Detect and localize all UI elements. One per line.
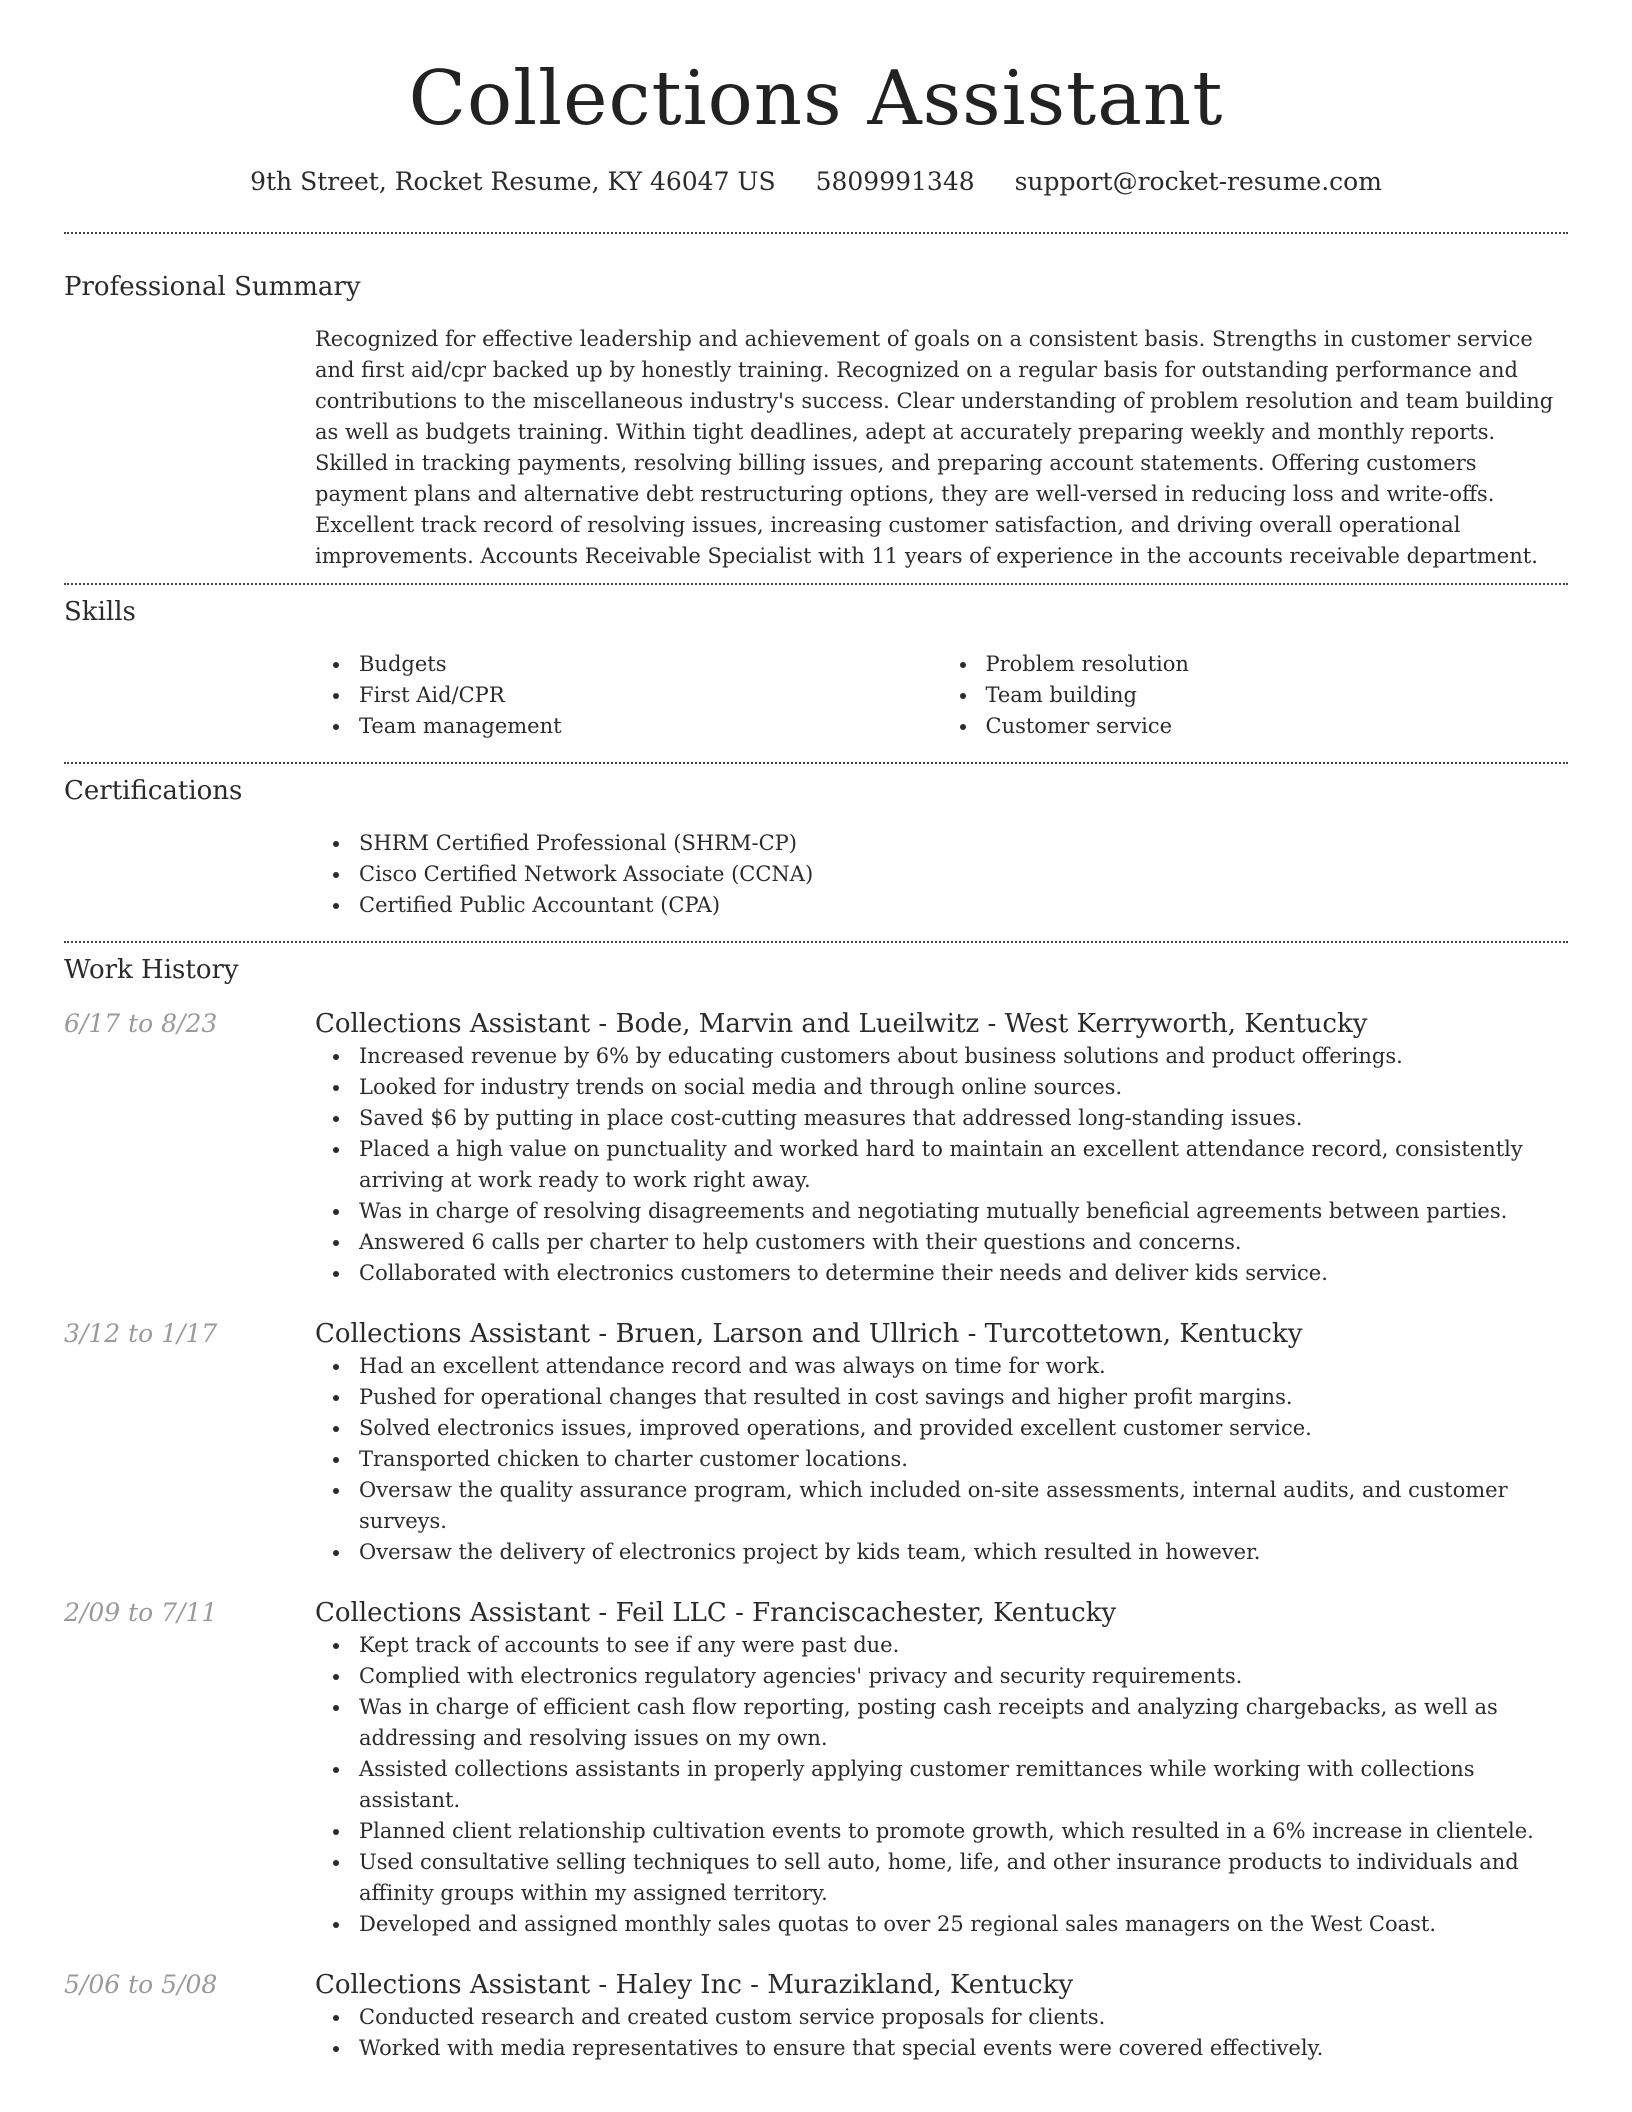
- job-bullets: [315, 1351, 1568, 1568]
- certifications-body: [315, 828, 1568, 921]
- job-bullet: Transported chicken to charter customer locations.: [359, 1444, 1568, 1475]
- job-bullet: Solved electronics issues, improved operations, and provided excellent customer service.: [359, 1413, 1568, 1444]
- job-bullet: Worked with media representatives to ensure that special events were covered effectively.: [359, 2033, 1568, 2064]
- job-bullets: [315, 1630, 1568, 1940]
- job-bullet: Placed a high value on punctuality and worked hard to maintain an excellent attendance record, consistently arriving at work ready to work right away.: [359, 1134, 1568, 1196]
- skill-item: Customer service: [986, 711, 1569, 742]
- contact-phone: 5809991348: [815, 167, 975, 196]
- skill-item: Team management: [359, 711, 942, 742]
- resume-name: Collections Assistant: [408, 54, 1224, 142]
- job-title: Collections Assistant - Bruen, Larson and Ullrich - Turcottetown, Kentucky: [315, 1319, 1303, 1349]
- job-title: Collections Assistant - Haley Inc - Murazikland, Kentucky: [315, 1970, 1074, 2000]
- work-history-section: [64, 953, 1568, 2064]
- summary-title: Professional Summary: [64, 272, 361, 302]
- skills-title: Skills: [64, 597, 136, 627]
- job-bullet: Planned client relationship cultivation events to promote growth, which resulted in a 6% increase in clientele.: [359, 1816, 1568, 1847]
- skill-item: Team building: [986, 680, 1569, 711]
- job-entry: [64, 1596, 1568, 1940]
- job-bullet: Pushed for operational changes that resulted in cost savings and higher profit margins.: [359, 1382, 1568, 1413]
- job-body: [315, 1317, 1568, 1568]
- contact-line: [64, 166, 1568, 198]
- summary-text: Recognized for effective leadership and achievement of goals on a consistent basis. Strengths in customer service and first aid/cpr backed up by honestly training. Recognized on a regular basis for outstanding performance and contributions to the miscellaneous industry's success. Clear understanding of problem resolution and team building as well as budgets training. Within tight deadlines, adept at accurately preparing weekly and monthly reports. Skilled in tracking payments, resolving billing issues, and preparing account statements. Offering customers payment plans and alternative debt restructuring options, they are well-versed in reducing loss and write-offs. Excellent track record of resolving issues, increasing customer satisfaction, and driving overall operational improvements. Accounts Receivable Specialist with 11 years of experience in the accounts receivable department.: [315, 327, 1554, 568]
- job-bullet: Answered 6 calls per charter to help customers with their questions and concerns.: [359, 1227, 1568, 1258]
- job-bullets: [315, 2002, 1568, 2064]
- certifications-list: [315, 828, 1568, 921]
- section-divider: [64, 941, 1568, 943]
- skills-grid: [315, 649, 1568, 742]
- job-entry: [64, 1317, 1568, 1568]
- section-divider: [64, 583, 1568, 585]
- job-bullet: Saved $6 by putting in place cost-cutting measures that addressed long-standing issues.: [359, 1103, 1568, 1134]
- job-bullet: Conducted research and created custom service proposals for clients.: [359, 2002, 1568, 2033]
- job-bullets: [315, 1041, 1568, 1289]
- certification-item: Cisco Certified Network Associate (CCNA): [359, 859, 1568, 890]
- job-bullet: Complied with electronics regulatory agencies' privacy and security requirements.: [359, 1661, 1568, 1692]
- skill-item: First Aid/CPR: [359, 680, 942, 711]
- job-entry: [64, 1968, 1568, 2064]
- job-body: [315, 1596, 1568, 1940]
- job-bullet: Looked for industry trends on social media and through online sources.: [359, 1072, 1568, 1103]
- skills-list-right: [942, 649, 1569, 742]
- contact-email: support@rocket-resume.com: [1014, 167, 1382, 196]
- job-dates: 3/12 to 1/17: [64, 1319, 218, 1348]
- section-divider: [64, 762, 1568, 764]
- job-bullet: Was in charge of efficient cash flow reporting, posting cash receipts and analyzing chargebacks, as well as addressing and resolving issues on my own.: [359, 1692, 1568, 1754]
- work-history-title: Work History: [64, 955, 239, 985]
- job-bullet: Developed and assigned monthly sales quotas to over 25 regional sales managers on the West Coast.: [359, 1909, 1568, 1940]
- job-body: [315, 1968, 1568, 2064]
- job-bullet: Oversaw the quality assurance program, which included on-site assessments, internal audits, and customer surveys.: [359, 1475, 1568, 1537]
- job-bullet: Had an excellent attendance record and was always on time for work.: [359, 1351, 1568, 1382]
- job-bullet: Assisted collections assistants in properly applying customer remittances while working with collections assistant.: [359, 1754, 1568, 1816]
- job-bullet: Increased revenue by 6% by educating customers about business solutions and product offerings.: [359, 1041, 1568, 1072]
- resume-header: [64, 0, 1568, 198]
- job-body: [315, 1007, 1568, 1289]
- job-dates: 2/09 to 7/11: [64, 1598, 218, 1627]
- skills-section: [64, 595, 1568, 742]
- certification-item: SHRM Certified Professional (SHRM-CP): [359, 828, 1568, 859]
- job-bullet: Oversaw the delivery of electronics project by kids team, which resulted in however.: [359, 1537, 1568, 1568]
- job-bullet: Was in charge of resolving disagreements and negotiating mutually beneficial agreements between parties.: [359, 1196, 1568, 1227]
- summary-section: [64, 270, 1568, 572]
- job-dates: 5/06 to 5/08: [64, 1970, 218, 1999]
- certifications-section: [64, 774, 1568, 921]
- job-bullet: Collaborated with electronics customers to determine their needs and deliver kids service.: [359, 1258, 1568, 1289]
- contact-address: 9th Street, Rocket Resume, KY 46047 US: [250, 167, 776, 196]
- job-entry: [64, 1007, 1568, 1289]
- certification-item: Certified Public Accountant (CPA): [359, 890, 1568, 921]
- section-divider: [64, 232, 1568, 234]
- certifications-title: Certifications: [64, 776, 243, 806]
- skill-item: Budgets: [359, 649, 942, 680]
- summary-body: [315, 324, 1568, 572]
- job-title: Collections Assistant - Bode, Marvin and Lueilwitz - West Kerryworth, Kentucky: [315, 1009, 1368, 1039]
- job-dates: 6/17 to 8/23: [64, 1009, 218, 1038]
- job-title: Collections Assistant - Feil LLC - Franciscachester, Kentucky: [315, 1598, 1117, 1628]
- skills-list-left: [315, 649, 942, 742]
- job-bullet: Kept track of accounts to see if any were past due.: [359, 1630, 1568, 1661]
- job-bullet: Used consultative selling techniques to sell auto, home, life, and other insurance products to individuals and affinity groups within my assigned territory.: [359, 1847, 1568, 1909]
- skill-item: Problem resolution: [986, 649, 1569, 680]
- resume-page: [64, 0, 1568, 2064]
